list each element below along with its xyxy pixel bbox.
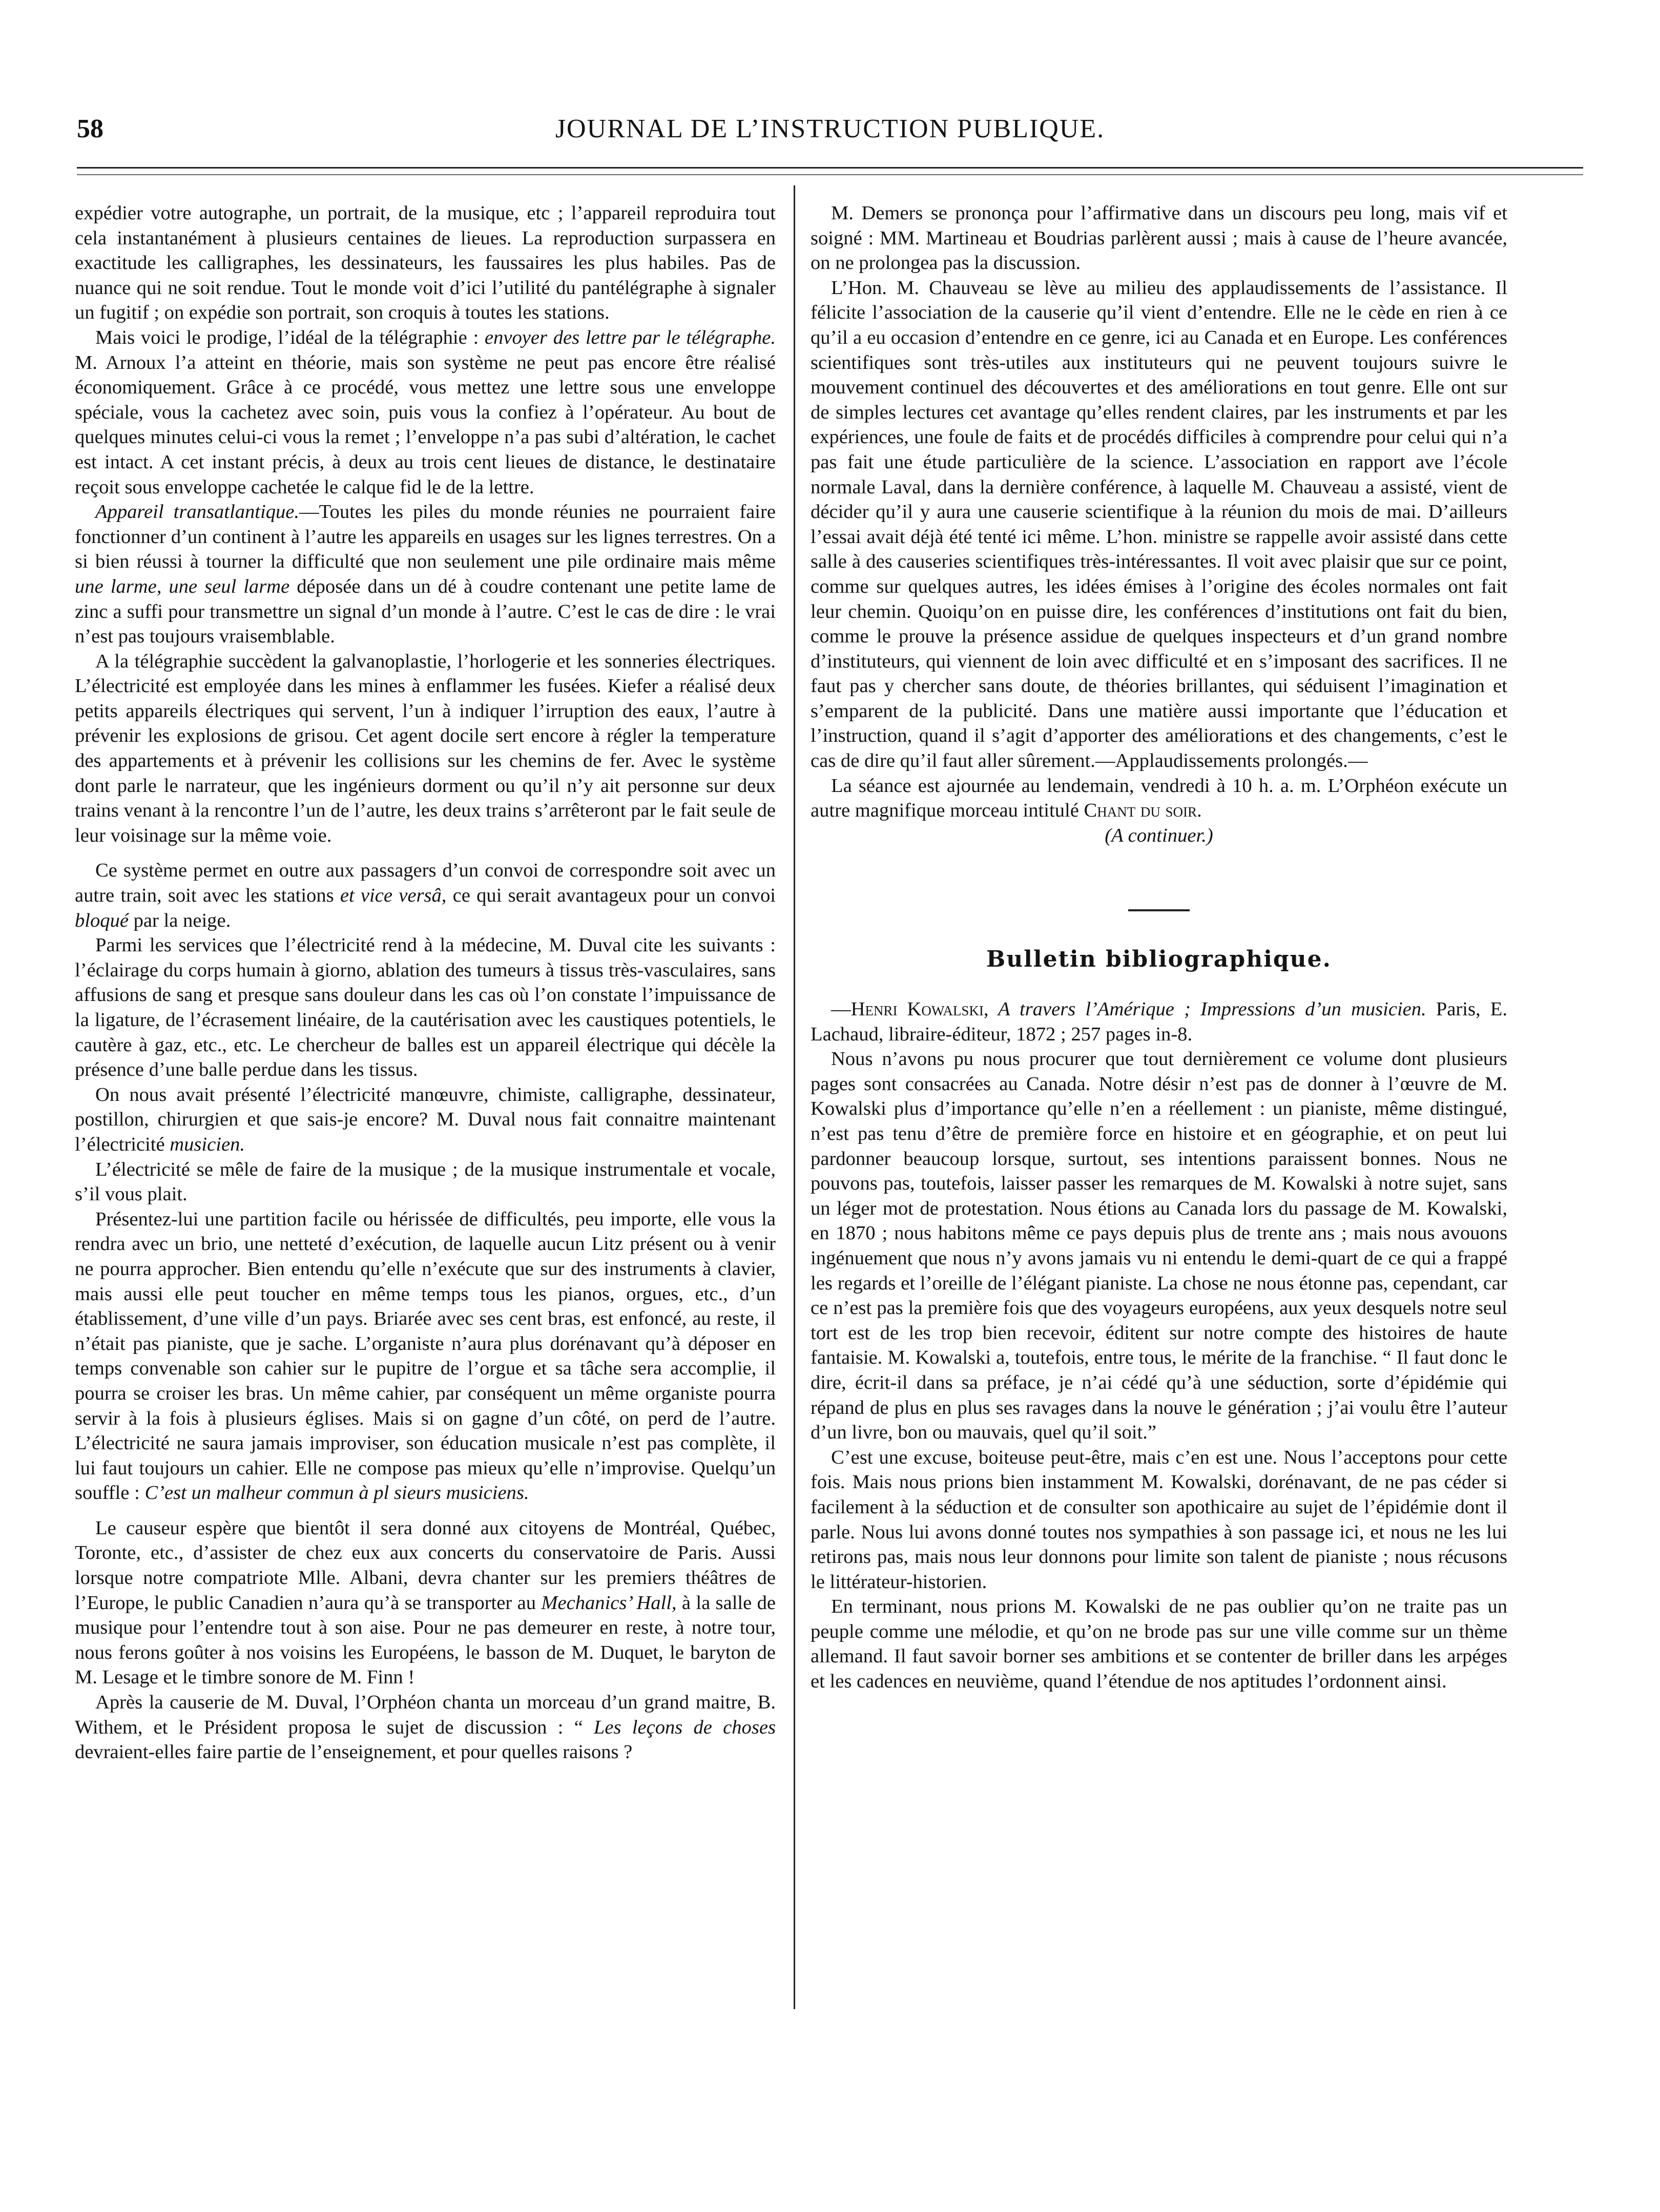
to-be-continued: (A continuer.) — [1105, 824, 1213, 846]
emphasis: bloqué — [75, 909, 129, 931]
bibliography-entry — [811, 997, 1507, 1047]
paragraph — [75, 1082, 776, 1157]
text-run: déposée dans un dé à coudre contenant une petite lame de zinc a suffi pour transmettre un signal d’un monde à l’autre. C’est le cas de dire : le vrai n’est pas toujours vraisemblable. — [75, 575, 776, 648]
text-run: Ce système permet en outre aux passagers d’un convoi de correspondre soit avec un autre train, soit avec les stations — [75, 860, 776, 907]
text-run: Après la causerie de M. Duval, l’Orphéon chanta un morceau d’un grand maitre, B. Withem, et le Président proposa le sujet de discussion : “ — [75, 1692, 776, 1738]
text-run: Le causeur espère que bientôt il sera donné aux citoyens de Montréal, Québec, Toronte, etc., d’assister de chez eux aux concerts du conservatoire de Paris. Aussi lorsque notre compatriote Mlle. Albani, devra chanter sur les premiers théâtres de l’Europe, le public Canadien n’aura qu’à se transporter au — [75, 1517, 776, 1614]
paragraph: A la télégraphie succèdent la galvanoplastie, l’horlogerie et les sonneries électriques. L’électricité est employée dans les mines à enflammer les fusées. Kiefer a réalisé deux petits appareils électriques qui servent, l’un à indiquer l’irruption des eaux, l’autre à prévenir les explosions de grisou. Cet agent docile sert encore à régler la temperature des appartements et à prévenir les collisions sur les chemins de fer. Avec le système dont parle le narrateur, que les ingénieurs dorment ou qu’il n’y ait personne sur deux trains venant à la rencontre l’un de l’autre, les deux trains s’arrêteront par le fait seule de leur voisinage sur la même voie. — [75, 650, 776, 846]
paragraph: Parmi les services que l’électricité rend à la médecine, M. Duval cite les suivants : l’éclairage du corps humain à giorno, ablation des tumeurs à tissus très-vasculaires, sans affusions de sang et presque sans douleur dans les cas où l’on constate l’impuissance de la ligature, de l’écrasement linéaire, de la cautérisation avec les caustiques potentiels, le cautère à gaz, etc., etc. Le chercheur de balles est un appareil électrique qui décèle la présence d’une balle perdue dans les tissus. — [75, 934, 776, 1081]
paragraph — [75, 1207, 776, 1506]
column-divider — [794, 185, 795, 2009]
text-run: à la salle de musique pour l’entendre tout à son aise. Pour ne pas demeurer en reste, à notre tour, nous ferons goûter à nos voisins les Européens, le basson de M. Duquet, le baryton de M. Lesage et le timbre sonore de M. Finn ! — [75, 1592, 776, 1688]
paragraph — [75, 325, 776, 499]
text-run: —Toutes les piles du monde réunies ne pourraient faire fonctionner d’un continent à l’autre les appareils en usages sur les lignes terrestres. On a si bien réussi à tourner la difficulté que non seulement une pile ordinaire mais même — [75, 501, 776, 573]
author-name: —Henri Kowalski, — [831, 998, 989, 1020]
emphasis: une larme, une seul larme — [75, 575, 290, 597]
emphasis: Mechanics’ Hall, — [541, 1592, 677, 1614]
paragraph — [75, 858, 776, 933]
book-title: A travers l’Amérique ; Impressions d’un musicien. — [988, 998, 1426, 1020]
text-run: On nous avait présenté l’électricité manœuvre, chimiste, calligraphe, dessinateur, postillon, chirurgien et que sais-je encore? M. Duval nous fait connaitre maintenant l’électricité — [75, 1083, 776, 1155]
section-title: Bulletin bibliographique. — [986, 946, 1332, 973]
text-run: Mais voici le prodige, l’idéal de la télégraphie : — [95, 326, 485, 348]
emphasis: Appareil transatlantique. — [95, 501, 300, 523]
text-run: M. Arnoux l’a atteint en théorie, mais son système ne peut pas encore être réalisé économiquement. Grâce à ce procédé, vous mettez une lettre sous une enveloppe spéciale, vous la cachetez avec soin, puis vous la confiez à l’opérateur. Au bout de quelques minutes celui-ci vous la remet ; l’enveloppe n’a pas subi d’altération, le cachet est intact. A cet instant précis, à deux au trois cent lieues de distance, le destinataire reçoit sous enveloppe cachetée le calque fid le de la lettre. — [75, 351, 776, 498]
paragraph: C’est une excuse, boiteuse peut-être, mais c’en est une. Nous l’acceptons pour cette fois. Mais nous prions bien instamment M. Kowalski, dorénavant, de ne pas céder si facilement à la séduction et de consulter son apothicaire au sujet de l’épidémie dont il parle. Nous lui avons donné toutes nos sympathies à son passage ici, et nous ne les lui retirons pas, mais nous leur donnons pour limite son talent de pianiste ; nous récusons le littérateur-historien. — [811, 1446, 1507, 1593]
paragraph: L’Hon. M. Chauveau se lève au milieu des applaudissements de l’assistance. Il félicite l’association de la causerie qu’il vient d’entendre. Elle ne le cède en rien à ce qu’il a eu occasion d’entendre en ce genre, ici au Canada et en Europe. Les conférences scientifiques sont très-utiles aux instituteurs qui ne peuvent toujours suivre le mouvement continuel des découvertes et des améliorations en tout genre. Elle ont sur de simples lectures cet avantage qu’elles rendent claires, par les instruments et par les expériences, une foule de faits et de procédés difficiles à comprendre pour celui qui n’a pas fait une étude particulière de la science. L’association en rapport ave l’école normale Laval, dans la dernière conférence, à laquelle M. Chauveau a assisté, vient de décider qu’il y aura une causerie scientifique à la réunion du mois de mai. D’ailleurs l’essai avait déjà été tenté ici même. L’hon. ministre se rappelle avoir assisté dans cette salle à des causeries scientifiques très-intéressantes. Il voit avec plaisir que sur ce point, comme sur quelques autres, les idées émises à l’origine des écoles normales ont fait leur chemin. Quoiqu’on en puisse dire, les conférences d’institutions ont fait du bien, comme le prouve la présence assidue de quelques inspecteurs et d’un grand nombre d’instituteurs, qui viennent de loin avec difficulté et en s’imposant des sacrifices. Il ne faut pas y chercher sans doute, de théories brillantes, qui séduisent l’imagination et s’emparent de la publicité. Dans une matière aussi importante que l’éducation et l’instruction, quand il s’agit d’apporter des améliorations et des changements, c’est le cas de dire qu’il faut aller sûrement.—Applaudissements prolongés.— — [811, 277, 1507, 772]
paragraph: expédier votre autographe, un portrait, de la musique, etc ; l’appareil reproduira tout cela instantanément à plusieurs centaines de lieues. La reproduction surpassera en exactitude les calligraphes, les dessinateurs, les faussaires les plus habiles. Pas de nuance qui ne soit rendue. Tout le monde voit d’ici l’utilité du pantélégraphe à signaler un fugitif ; on expédie son portrait, son croquis à toutes les stations. — [75, 202, 776, 324]
paragraph: Nous n’avons pu nous procurer que tout dernièrement ce volume dont plusieurs pages sont consacrées au Canada. Notre désir n’est pas de donner à l’œuvre de M. Kowalski plus d’importance qu’elle n’en a réellement : un pianiste, même distingué, n’est pas tenu d’être de première force en histoire et en géographie, et on peut lui pardonner beaucoup lorsque, surtout, ses intentions paraissent bonnes. Nous ne pouvons pas, toutefois, laisser passer les remarques de M. Kowalski à notre sujet, sans un léger mot de protestation. Nous étions au Canada lors du passage de M. Kowalski, en 1870 ; nous habitons même ce pays depuis plus de trente ans ; mais nous avouons ingénuement que nous n’y avons jamais vu ni entendu le demi-quart de ce qui a frappé les regards et l’oreille de l’élégant pianiste. La chose ne nous étonne pas, cependant, car ce n’est pas la première fois que des voyageurs européens, aux yeux desquels notre seul tort est de les trop bien recevoir, éditent sur notre compte des histoires de haute fantaisie. M. Kowalski a, toutefois, entre tous, le mérite de la franchise. “ Il faut donc le dire, écrit-il dans sa préface, je n’ai cédé qu’à une séduction, sorte d’épidémie qui répand de plus en plus ses ravages dans la nouve le génération ; j’ai voulu être l’auteur d’un livre, bon ou mauvais, quel qu’il soit.” — [811, 1048, 1507, 1444]
paragraph: M. Demers se prononça pour l’affirmative dans un discours peu long, mais vif et soigné : MM. Martineau et Boudrias parlèrent aussi ; mais à cause de l’heure avancée, on ne prolongea pas la discussion. — [811, 202, 1507, 274]
paragraph — [811, 774, 1507, 823]
header-rule-secondary — [77, 174, 1583, 175]
publication-details: Paris, E. Lachaud, libraire-éditeur, 1872 ; 257 pages in-8. — [811, 998, 1507, 1045]
paragraph: L’électricité se mêle de faire de la musique ; de la musique instrumentale et vocale, s’il vous plait. — [75, 1158, 776, 1205]
paragraph: En terminant, nous prions M. Kowalski de ne pas oublier qu’on ne traite pas un peuple comme une mélodie, et qu’on ne brode pas sur une ville comme sur un thème allemand. Il faut savoir borner ses ambitions et se contenter de briller dans les arpéges et les cadences en neuvième, quand l’étendue de nos aptitudes l’ordonnent ainsi. — [811, 1596, 1507, 1693]
paragraph — [75, 1516, 776, 1690]
paragraph — [75, 1690, 776, 1765]
left-column — [75, 201, 776, 1765]
smallcaps-title: Chant du soir. — [1084, 800, 1202, 822]
section-separator — [1128, 909, 1190, 911]
paragraph-gap — [75, 1506, 776, 1516]
text-run: par la neige. — [129, 909, 231, 931]
emphasis: C’est un malheur commun à pl sieurs musiciens. — [144, 1482, 529, 1504]
page-number: 58 — [77, 114, 103, 143]
text-run: ce qui serait avantageux pour un convoi — [446, 885, 776, 907]
paragraph-gap — [75, 848, 776, 858]
emphasis: musicien. — [170, 1133, 245, 1155]
text-run: devraient-elles faire partie de l’enseignement, et pour quelles raisons ? — [75, 1741, 633, 1763]
text-run: La séance est ajournée au lendemain, vendredi à 10 h. a. m. L’Orphéon exécute un autre magnifique morceau intitulé — [811, 775, 1507, 822]
emphasis: Les leçons de choses — [593, 1716, 776, 1738]
journal-title: JOURNAL DE L’INSTRUCTION PUBLIQUE. — [555, 114, 1105, 143]
right-column — [811, 201, 1507, 1694]
emphasis: et vice versâ, — [340, 885, 447, 907]
paragraph — [75, 499, 776, 649]
emphasis: envoyer des lettre par le télégraphe. — [484, 326, 776, 348]
header-rule — [77, 167, 1583, 169]
text-run: Présentez-lui une partition facile ou hérissée de difficultés, peu importe, elle vous la rendra avec un brio, une netteté d’exécution, de laquelle aucun Litz présent ou à venir ne pourra approcher. Bien entendu qu’elle n’exécute que sur des instruments à clavier, mais aussi elle peut toucher en même temps tous les pianos, orgues, etc., d’un établissement, d’une ville d’un pays. Briarée avec ses cent bras, est enfoncé, au reste, il n’était pas pianiste, que je sache. L’organiste n’aura plus dorénavant qu’à déposer en temps convenable son cahier sur le pupitre de l’orgue et sa tâche sera accomplie, il pourra se croiser les bras. Un même cahier, par conséquent un même organiste pourra servir à la fois à plusieurs églises. Mais si on gagne d’un côté, on perd de l’autre. L’électricité ne saura jamais improviser, son éducation musicale n’est pas complète, il lui faut toujours un cahier. Elle ne compose pas mieux qu’elle n’improvise. Quelqu’un souffle : — [75, 1208, 776, 1504]
